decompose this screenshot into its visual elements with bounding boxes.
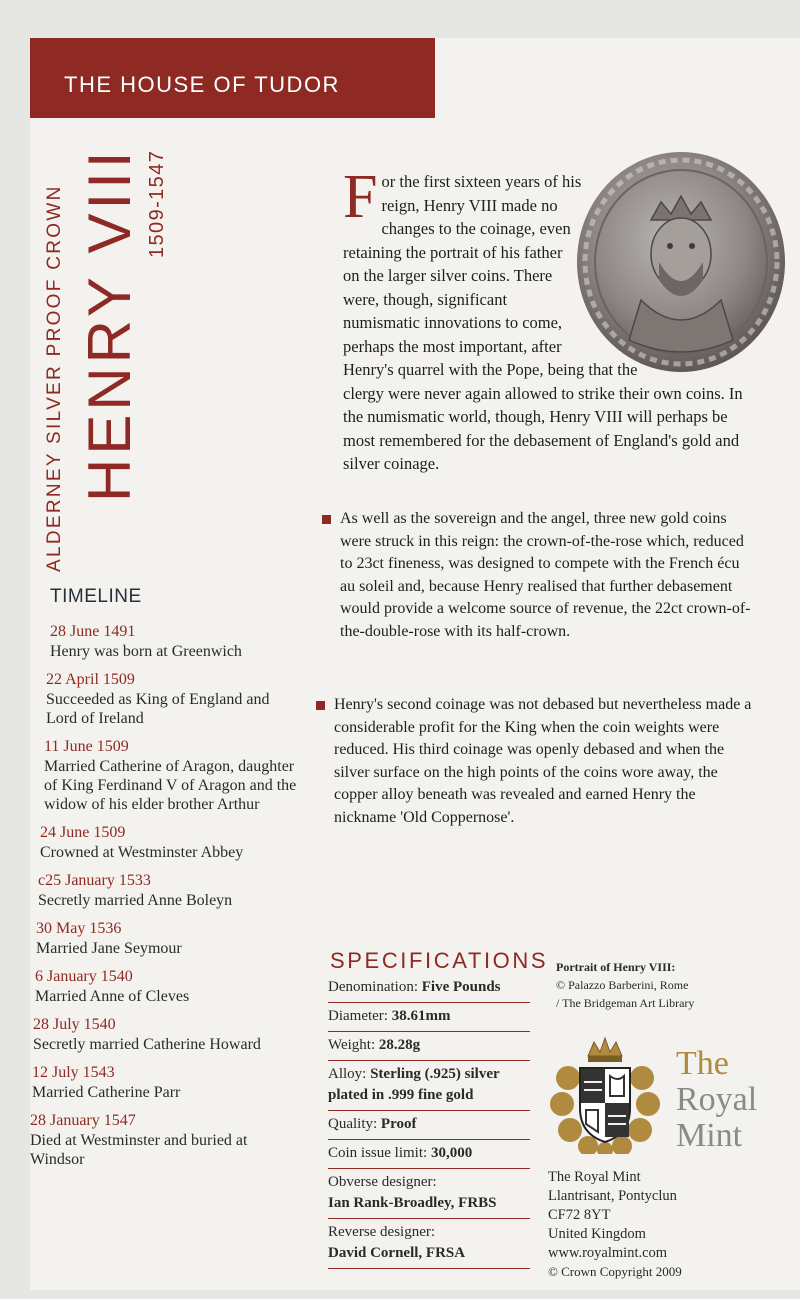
- royal-mint-logo: [676, 1046, 757, 1154]
- timeline-text: Crowned at Westminster Abbey: [40, 844, 244, 861]
- spec-label: Diameter:: [328, 1008, 388, 1024]
- drop-cap: F: [343, 163, 378, 231]
- royal-mint-crest-icon: [548, 1034, 662, 1154]
- vertical-subtitle: ALDERNEY SILVER PROOF CROWN: [44, 184, 65, 572]
- spec-row-reverse: [328, 1219, 530, 1269]
- address-line: United Kingdom: [548, 1226, 646, 1242]
- timeline-text: Succeeded as King of England and Lord of Ireland: [46, 691, 270, 727]
- timeline-date: 28 January 1547: [30, 1112, 136, 1129]
- timeline-list: [30, 622, 300, 1178]
- title-band: [30, 38, 435, 118]
- logo-line: The: [676, 1045, 729, 1082]
- address-line: Llantrisant, Pontyclun: [548, 1188, 677, 1204]
- timeline-text: Secretly married Catherine Howard: [33, 1036, 261, 1053]
- timeline-date: 11 June 1509: [44, 738, 129, 755]
- bullet-paragraph: [334, 694, 752, 829]
- intro-text: or the first sixteen years of his reign, Henry VIII made no changes to the coinage, even retaining the portrait of his father on the larger silver coins. There were, though, significant numismatic innovations to come, perhaps the most important, after Henry's quarrel with the Pope, being that the clergy were never again allowed to strike their own coins. In the numismatic world, though, Henry VIII will perhaps be most remembered for the debasement of England's gold and silver coinage.: [343, 172, 743, 473]
- spec-row-weight: [328, 1032, 530, 1061]
- band-title: THE HOUSE OF TUDOR: [64, 72, 340, 97]
- timeline-text: Secretly married Anne Boleyn: [38, 892, 233, 909]
- spec-row-diameter: [328, 1003, 530, 1032]
- spec-label: Obverse designer:: [328, 1174, 437, 1190]
- credit-line: / The Bridgeman Art Library: [556, 996, 695, 1010]
- address-line: The Royal Mint: [548, 1169, 641, 1185]
- timeline-text: Henry was born at Greenwich: [50, 643, 242, 660]
- spec-label: Quality:: [328, 1116, 378, 1132]
- timeline-date: 22 April 1509: [46, 671, 135, 688]
- spec-value: David Cornell, FRSA: [328, 1245, 466, 1261]
- bullet-square-icon: [316, 701, 325, 710]
- coin-wrap-space: [581, 158, 793, 364]
- vertical-title: HENRY VIII: [76, 147, 143, 502]
- timeline-text: Married Catherine of Aragon, daughter of King Ferdinand V of Aragon and the widow of his elder brother Arthur: [44, 758, 297, 813]
- timeline-text: Married Catherine Parr: [32, 1084, 181, 1101]
- timeline-date: 12 July 1543: [32, 1064, 115, 1081]
- spec-label: Weight:: [328, 1037, 376, 1053]
- specifications-table: [328, 948, 549, 1269]
- mint-address: [548, 1168, 677, 1263]
- portrait-credit: [556, 958, 694, 1012]
- credit-label: Portrait of Henry VIII:: [556, 960, 676, 974]
- timeline-item: [36, 919, 300, 958]
- address-line: CF72 8YT: [548, 1207, 611, 1223]
- website-link[interactable]: www.royalmint.com: [548, 1245, 668, 1261]
- logo-line: Mint: [676, 1117, 743, 1154]
- timeline-text: Married Jane Seymour: [36, 940, 182, 957]
- spec-label: Denomination:: [328, 979, 418, 995]
- spec-row-issue-limit: [328, 1140, 530, 1169]
- timeline-date: 6 January 1540: [35, 968, 133, 985]
- timeline-item: [50, 622, 300, 661]
- copyright-notice: © Crown Copyright 2009: [548, 1264, 682, 1279]
- timeline-item: [32, 1063, 300, 1102]
- bullet-text: Henry's second coinage was not debased but nevertheless made a considerable profit for the King when the coin weights were reduced. His third coinage was openly debased and when the silver surface on the high points of the coins wore away, the copper alloy beneath was revealed and earned Henry the nickname 'Old Coppernose'.: [334, 696, 752, 826]
- spec-value: plated in .999 fine gold: [328, 1087, 474, 1103]
- credit-line: © Palazzo Barberini, Rome: [556, 978, 689, 992]
- spec-label: Alloy:: [328, 1066, 367, 1082]
- spec-value: Five Pounds: [421, 979, 501, 995]
- timeline-item: [46, 670, 300, 728]
- specifications-title: SPECIFICATIONS: [330, 948, 549, 973]
- timeline-title: TIMELINE: [50, 586, 142, 607]
- bullet-square-icon: [322, 515, 331, 524]
- spec-value: 28.28g: [378, 1037, 421, 1053]
- spec-label: Coin issue limit:: [328, 1145, 428, 1161]
- spec-label: Reverse designer:: [328, 1224, 436, 1240]
- timeline-item: [44, 737, 300, 814]
- timeline-date: c25 January 1533: [38, 872, 151, 889]
- timeline-item: [40, 823, 300, 862]
- spec-value: 30,000: [430, 1145, 473, 1161]
- timeline-item: [35, 967, 300, 1006]
- bullet-text: As well as the sovereign and the angel, three new gold coins were struck in this reign: the crown-of-the-rose which, reduced to 23ct fineness, was designed to compete with the French écu au soleil and, because Henry realised that further debasement would provide a welcome source of revenue, the 22ct crown-of-the-double-rose with its half-crown.: [340, 510, 751, 640]
- timeline-date: 28 July 1540: [33, 1016, 116, 1033]
- spec-row-alloy: [328, 1061, 530, 1111]
- timeline-item: [38, 871, 300, 910]
- bullet-paragraph: [340, 508, 758, 643]
- timeline-item: [30, 1111, 275, 1169]
- spec-value: Proof: [380, 1116, 417, 1132]
- logo-line: Royal: [676, 1081, 758, 1118]
- timeline-text: Died at Westminster and buried at Windsor: [30, 1132, 248, 1168]
- spec-row-denomination: [328, 974, 530, 1003]
- timeline-date: 30 May 1536: [36, 920, 122, 937]
- vertical-dates: 1509-1547: [146, 149, 168, 258]
- spec-value: Ian Rank-Broadley, FRBS: [328, 1195, 497, 1211]
- timeline-date: 24 June 1509: [40, 824, 126, 841]
- spec-value: 38.61mm: [391, 1008, 451, 1024]
- intro-paragraph: [343, 163, 763, 476]
- spec-row-obverse: [328, 1169, 530, 1219]
- spec-value: Sterling (.925) silver: [370, 1066, 500, 1082]
- timeline-item: [33, 1015, 300, 1054]
- timeline-text: Married Anne of Cleves: [35, 988, 190, 1005]
- timeline-date: 28 June 1491: [50, 623, 136, 640]
- spec-row-quality: [328, 1111, 530, 1140]
